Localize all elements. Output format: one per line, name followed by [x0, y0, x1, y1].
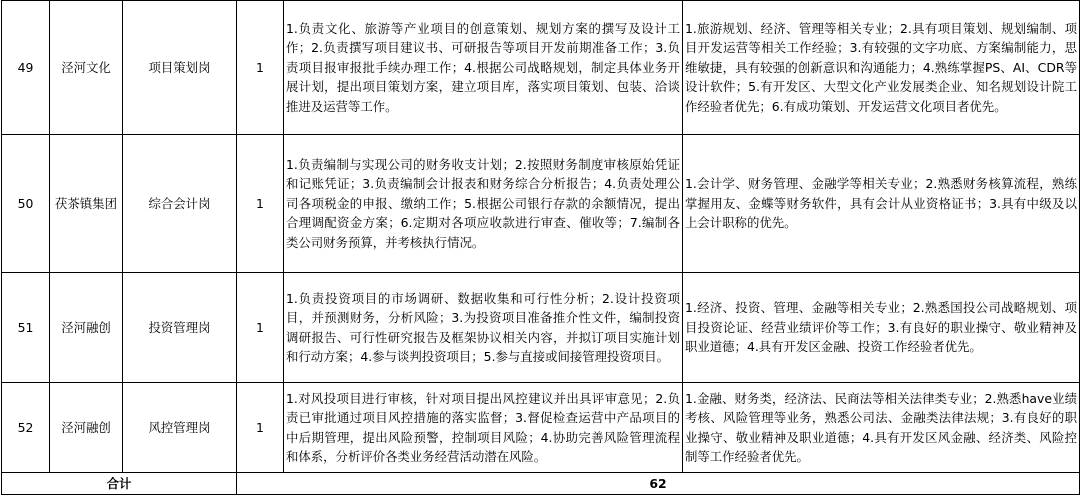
position-cell: 综合会计岗: [123, 135, 237, 273]
duties-cell: 1.负责投资项目的市场调研、数据收集和可行性分析；2.设计投资项目，并预测财务，分析风险；3.为投资项目准备推介性文件，编制投资调研报告、可行性研究报告及框架协议相关内容，并拟订项目实施计划和行动方案；4.参与谈判投资项目；5.参与直接或间接管理投资项目。: [284, 273, 683, 383]
row-number: 49: [2, 1, 50, 135]
position-cell: 风控管理岗: [123, 383, 237, 473]
company-cell: 泾河融创: [50, 273, 123, 383]
row-number: 52: [2, 383, 50, 473]
headcount-cell: 1: [237, 1, 284, 135]
company-cell: 茯茶镇集团: [50, 135, 123, 273]
company-cell: 泾河融创: [50, 383, 123, 473]
row-number: 51: [2, 273, 50, 383]
requirements-cell: 1.会计学、财务管理、金融学等相关专业；2.熟悉财务核算流程，熟练掌握用友、金蝶等财务软件，具有会计从业资格证书；3.具有中级及以上会计职称的优先。: [683, 135, 1080, 273]
duties-cell: 1.对风投项目进行审核，针对项目提出风控建议并出具评审意见；2.负责已审批通过项目风控措施的落实监督；3.督促检查运营中产品项目的中后期管理，提出风险预警，控制项目风险；4.协助完善风险管理流程和体系，分析评价各类业务经营活动潜在风险。: [284, 383, 683, 473]
total-label: 合计: [2, 473, 237, 495]
headcount-cell: 1: [237, 383, 284, 473]
company-cell: 泾河文化: [50, 1, 123, 135]
headcount-cell: 1: [237, 135, 284, 273]
headcount-cell: 1: [237, 273, 284, 383]
position-cell: 投资管理岗: [123, 273, 237, 383]
table-row: [2, 135, 1080, 273]
table-row: [2, 273, 1080, 383]
total-row: [2, 473, 1080, 495]
requirements-cell: 1.旅游规划、经济、管理等相关专业；2.具有项目策划、规划编制、项目开发运营等相关工作经验；3.有较强的文字功底、方案编制能力，思维敏捷，具有较强的创新意识和沟通能力；4.熟练掌握PS、AI、CDR等设计软件；5.有开发区、大型文化产业发展类企业、知名规划设计院工作经验者优先；6.有成功策划、开发运营文化项目者优先。: [683, 1, 1080, 135]
position-cell: 项目策划岗: [123, 1, 237, 135]
total-value: 62: [237, 473, 1080, 495]
job-listing-table: [1, 0, 1080, 495]
duties-cell: 1.负责编制与实现公司的财务收支计划；2.按照财务制度审核原始凭证和记账凭证；3.负责编制会计报表和财务综合分析报告；4.负责处理公司各项税金的申报、缴纳工作；5.根据公司银行存款的余额情况，提出合理调配资金方案；6.定期对各项应收款进行审查、催收等；7.编制各类公司财务预算，并考核执行情况。: [284, 135, 683, 273]
table-row: [2, 1, 1080, 135]
table-row: [2, 383, 1080, 473]
row-number: 50: [2, 135, 50, 273]
requirements-cell: 1.经济、投资、管理、金融等相关专业；2.熟悉国投公司战略规划、项目投资论证、经营业绩评价等工作；3.有良好的职业操守、敬业精神及职业道德；4.具有开发区金融、投资工作经验者优先。: [683, 273, 1080, 383]
duties-cell: 1.负责文化、旅游等产业项目的创意策划、规划方案的撰写及设计工作；2.负责撰写项目建议书、可研报告等项目开发前期准备工作；3.负责项目报审报批手续办理工作；4.根据公司战略规划，制定具体业务开展计划，提出项目策划方案，建立项目库，落实项目策划、包装、洽谈推进及运营等工作。: [284, 1, 683, 135]
requirements-cell: 1.金融、财务类，经济法、民商法等相关法律类专业；2.熟悉have业绩考核、风险管理等业务，熟悉公司法、金融类法律法规；3.有良好的职业操守、敬业精神及职业道德；4.具有开发区风金融、经济类、风险控制等工作经验者优先。: [683, 383, 1080, 473]
